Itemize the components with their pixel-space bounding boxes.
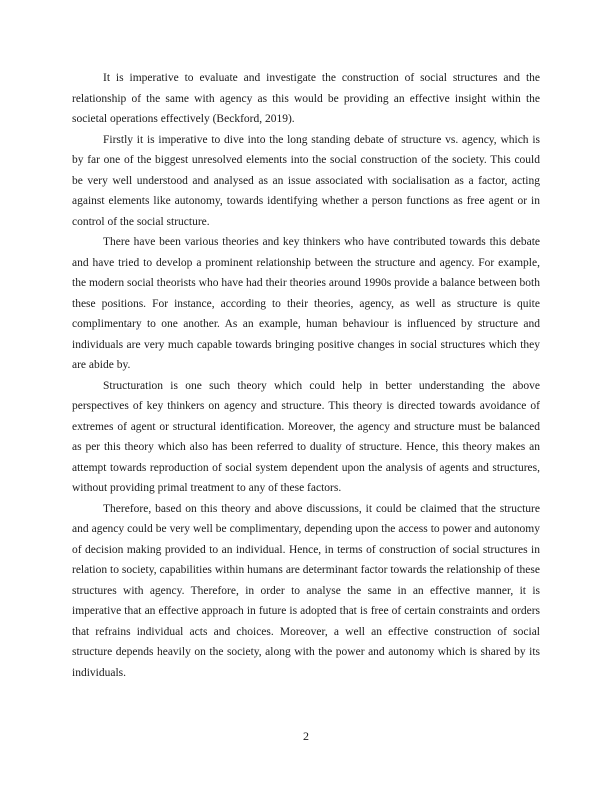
paragraph-1: It is imperative to evaluate and investigate the construction of social structures and the relationship of the same with agency as this would be providing an effective insight within the societal operations effectively (Beckford, 2019). xyxy=(72,72,540,125)
paragraph-5: Therefore, based on this theory and above discussions, it could be claimed that the structure and agency could be very well be complimentary, depending upon the access to power and autonomy of decision making provided to an individual. Hence, in terms of construction of social structures in relation to society, capabilities within humans are determinant factor towards the relationship of these structures with agency. Therefore, in order to analyse the same in an effective manner, it is imperative that an effective approach in future is adopted that is free of certain constraints and orders that refrains individual acts and choices. Moreover, a well an effective construction of social structure depends heavily on the society, along with the power and autonomy which is shared by its individuals. xyxy=(72,502,540,679)
page-number: 2 xyxy=(303,729,309,743)
paragraph-4: Structuration is one such theory which could help in better understanding the above perspectives of key thinkers on agency and structure. This theory is directed towards avoidance of extremes of agent or structural identification. Moreover, the agency and structure must be balanced as per this theory which also has been referred to duality of structure. Hence, this theory makes an attempt towards reproduction of social system dependent upon the analysis of agents and structures, without providing primal treatment to any of these factors. xyxy=(72,379,540,494)
paragraph-2: Firstly it is imperative to dive into the long standing debate of structure vs. agency, which is by far one of the biggest unresolved elements into the social construction of the society. This could be very well understood and analysed as an issue associated with socialisation as a factor, acting against elements like autonomy, towards identifying whether a person functions as free agent or in control of the social structure. xyxy=(72,133,540,228)
body-text xyxy=(72,68,540,683)
paragraph-3: There have been various theories and key thinkers who have contributed towards this debate and have tried to develop a prominent relationship between the structure and agency. For example, the modern social theorists who have had their theories around 1990s provide a balance between both these positions. For instance, according to their theories, agency, as well as structure is quite complimentary to one another. As an example, human behaviour is influenced by structure and individuals are very much capable towards bringing positive changes in social structures which they are abide by. xyxy=(72,236,540,371)
